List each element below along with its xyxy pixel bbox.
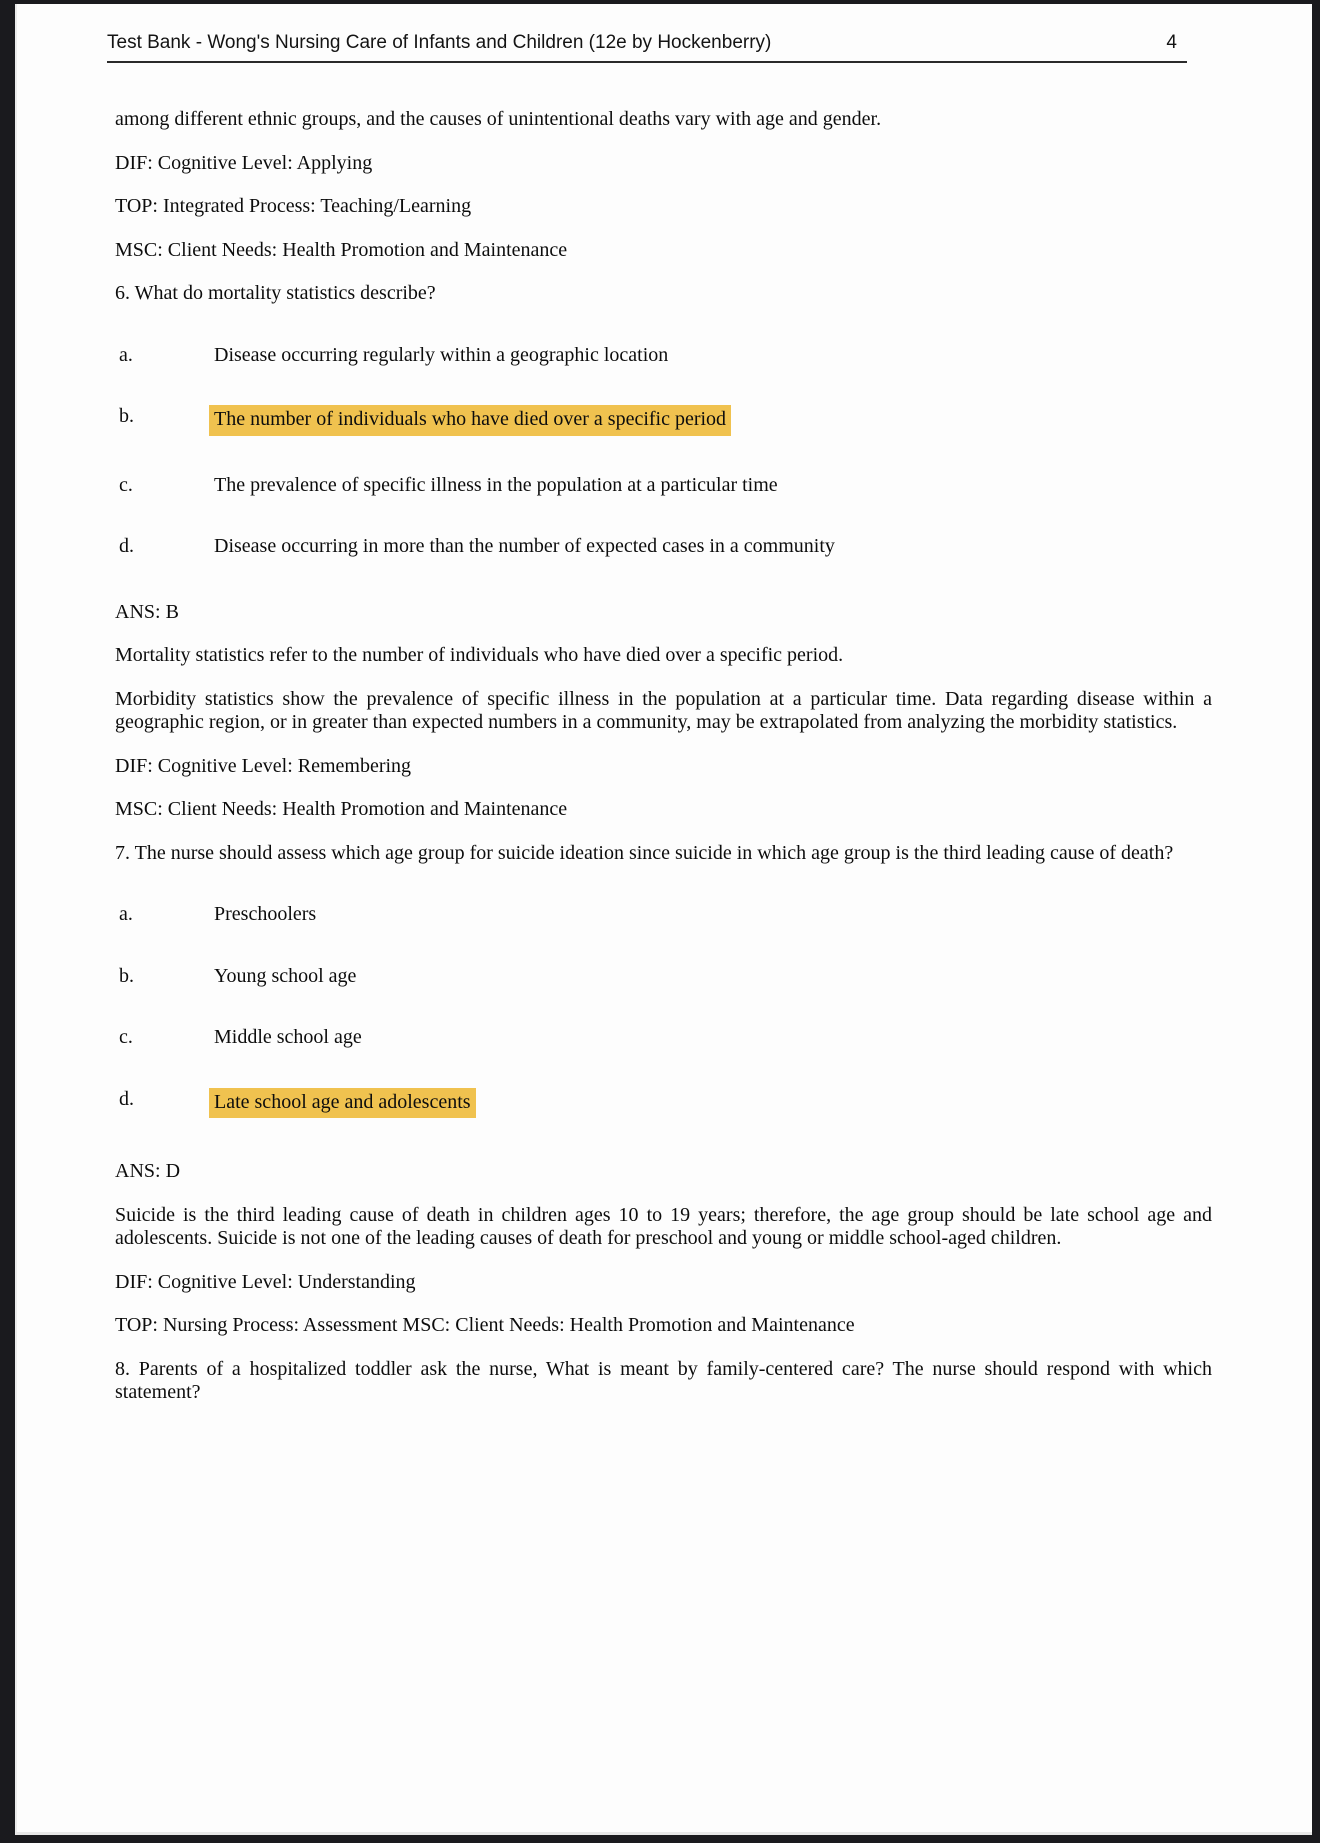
option-text: Middle school age: [214, 1026, 362, 1049]
option-letter: c.: [119, 1026, 133, 1049]
meta-dif-q6: DIF: Cognitive Level: Remembering: [115, 754, 412, 777]
meta-dif-q7: DIF: Cognitive Level: Understanding: [115, 1270, 416, 1293]
option-letter: b.: [119, 405, 134, 428]
meta-msc-q5: MSC: Client Needs: Health Promotion and Maintenance: [115, 238, 568, 261]
option-text-highlighted: The number of individuals who have died over a specific period: [209, 405, 731, 436]
rationale-7: Suicide is the third leading cause of death in children ages 10 to 19 years; therefore, the age group should be late school age and adolescents. Suicide is not one of the leading causes of death for preschool and young or middle school-aged children.: [115, 1203, 1212, 1250]
rationale-6-1: Mortality statistics refer to the number of individuals who have died over a specific period.: [115, 644, 844, 667]
document-title: Test Bank - Wong's Nursing Care of Infants and Children (12e by Hockenberry): [107, 32, 772, 53]
question-7: 7. The nurse should assess which age group for suicide ideation since suicide in which age group is the third leading cause of death?: [115, 841, 1174, 864]
page-content: [17, 4, 1312, 1405]
option-letter: d.: [119, 1087, 134, 1110]
option-text: The prevalence of specific illness in the population at a particular time: [214, 473, 778, 496]
question-8: 8. Parents of a hospitalized toddler ask the nurse, What is meant by family-centered care? The nurse should respond with which statement?: [115, 1357, 1212, 1404]
option-7c: [115, 1026, 1212, 1050]
meta-dif-q5: DIF: Cognitive Level: Applying: [115, 151, 373, 174]
document-page: [15, 4, 1312, 1835]
meta-msc-q6: MSC: Client Needs: Health Promotion and Maintenance: [115, 798, 568, 821]
answer-6: ANS: B: [115, 600, 179, 623]
question-6: 6. What do mortality statistics describe?: [115, 282, 436, 305]
option-letter: c.: [119, 473, 133, 496]
option-6d: [115, 535, 1212, 559]
rationale-6-2: Morbidity statistics show the prevalence of specific illness in the population at a particular time. Data regarding disease within a geographic region, or in greater than expected numbers in a community, may be extrapolated from analyzing the morbidity statistics.: [115, 687, 1212, 734]
option-letter: a.: [119, 903, 133, 926]
meta-top-msc-q7: TOP: Nursing Process: Assessment MSC: Client Needs: Health Promotion and Maintenance: [115, 1314, 855, 1337]
option-6a: [115, 344, 1212, 368]
option-text-highlighted: Late school age and adolescents: [209, 1088, 476, 1119]
option-letter: b.: [119, 964, 134, 987]
option-text: Young school age: [214, 964, 357, 987]
option-text: Disease occurring regularly within a geographic location: [214, 343, 669, 366]
option-letter: a.: [119, 343, 133, 366]
option-7b: [115, 965, 1212, 989]
option-text: Disease occurring in more than the number of expected cases in a community: [214, 535, 835, 558]
answer-7: ANS: D: [115, 1160, 181, 1183]
option-7d: [115, 1088, 1212, 1119]
option-6c: [115, 474, 1212, 498]
page-header: [107, 4, 1187, 63]
page-number: 4: [1166, 32, 1177, 53]
option-6b: [115, 405, 1212, 436]
meta-top-q5: TOP: Integrated Process: Teaching/Learning: [115, 195, 472, 218]
option-7a: [115, 903, 1212, 927]
paragraph-intro: among different ethnic groups, and the causes of unintentional deaths vary with age and gender.: [115, 108, 882, 131]
option-letter: d.: [119, 535, 134, 558]
option-text: Preschoolers: [214, 903, 317, 926]
